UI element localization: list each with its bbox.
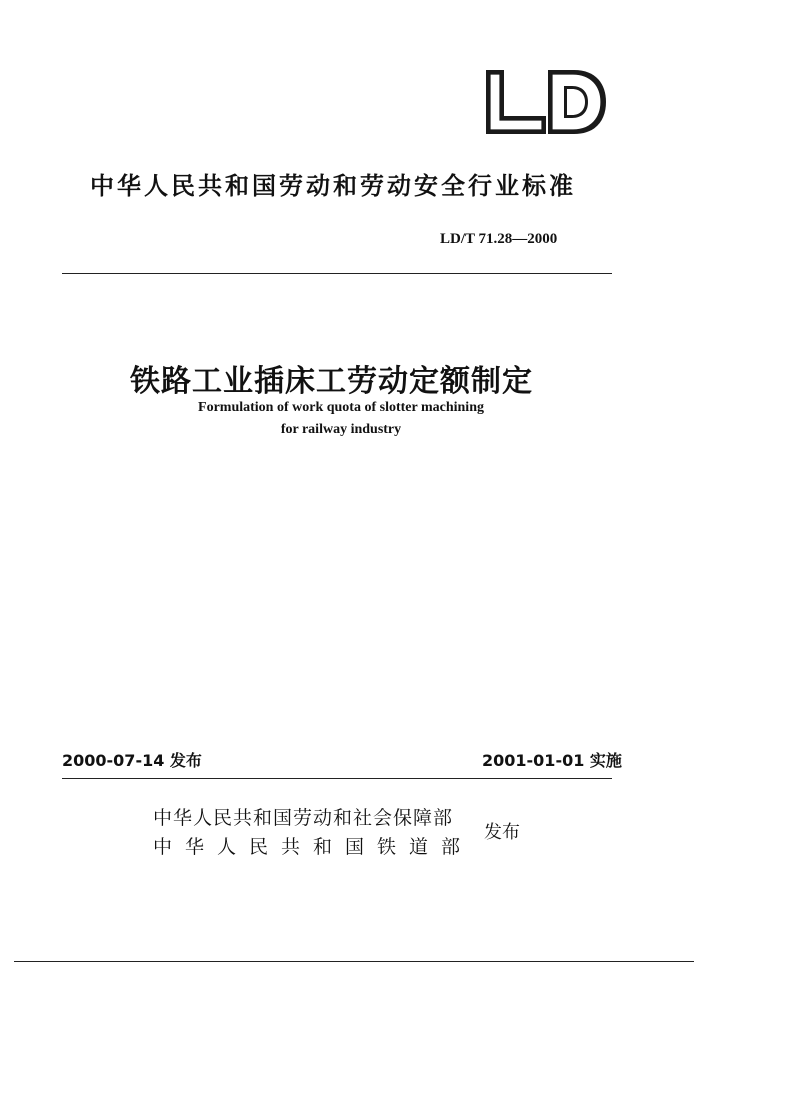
english-title-line-2: for railway industry [280, 422, 402, 437]
ld-logo [482, 68, 608, 136]
english-title-line-1: Formulation of work quota of slotter machining [198, 400, 484, 415]
publisher-ministry-railways: 中华人民共和国铁道部 [153, 836, 474, 858]
document-title-en [168, 397, 514, 441]
org-title: 中华人民共和国劳动和劳动安全行业标准 [90, 172, 576, 200]
issue-date: 2000-07-14 发布 [62, 751, 202, 770]
standard-number: LD/T 71.28—2000 [440, 231, 558, 247]
implementation-date: 2001-01-01 实施 [482, 751, 622, 770]
publish-label: 发布 [484, 822, 520, 843]
bottom-divider [14, 961, 694, 962]
top-divider [62, 273, 612, 274]
document-title-zh: 铁路工业插床工劳动定额制定 [130, 364, 533, 399]
date-divider [62, 778, 612, 779]
publisher-ministry-labour: 中华人民共和国劳动和社会保障部 [153, 807, 454, 829]
